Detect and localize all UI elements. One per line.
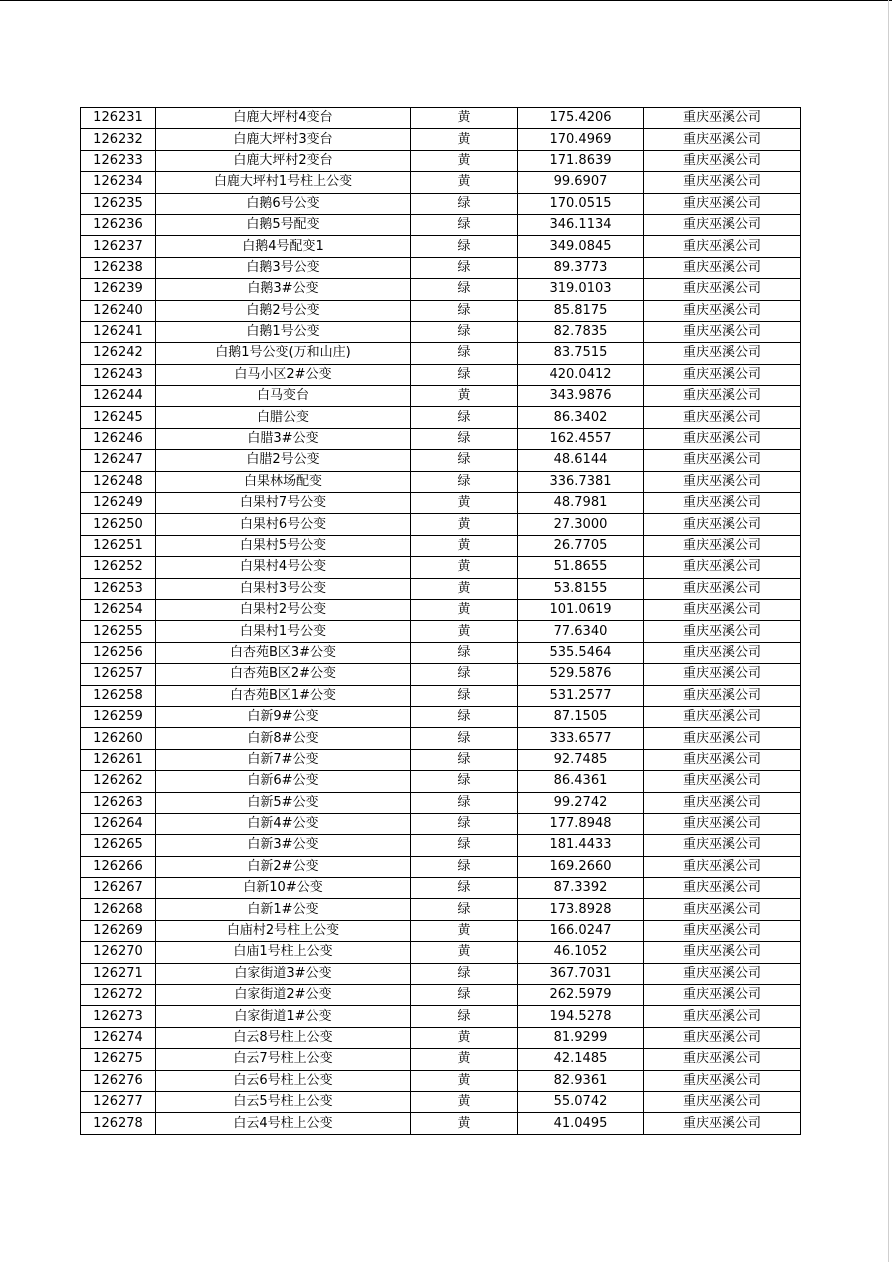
cell-id: 126245 (81, 407, 156, 428)
cell-value: 83.7515 (518, 343, 644, 364)
cell-id: 126269 (81, 920, 156, 941)
cell-color: 黄 (411, 1027, 518, 1048)
cell-company: 重庆巫溪公司 (644, 386, 801, 407)
cell-company: 重庆巫溪公司 (644, 450, 801, 471)
table-row (81, 1091, 801, 1112)
cell-name: 白果林场配变 (156, 471, 411, 492)
cell-company: 重庆巫溪公司 (644, 920, 801, 941)
cell-color: 黄 (411, 1049, 518, 1070)
cell-id: 126272 (81, 985, 156, 1006)
cell-name: 白家街道3#公变 (156, 963, 411, 984)
cell-value: 333.6577 (518, 728, 644, 749)
cell-id: 126253 (81, 578, 156, 599)
cell-name: 白庙1号柱上公变 (156, 942, 411, 963)
table-row (81, 899, 801, 920)
cell-company: 重庆巫溪公司 (644, 749, 801, 770)
table-row (81, 300, 801, 321)
cell-id: 126256 (81, 642, 156, 663)
cell-company: 重庆巫溪公司 (644, 835, 801, 856)
cell-company: 重庆巫溪公司 (644, 214, 801, 235)
cell-company: 重庆巫溪公司 (644, 1006, 801, 1027)
cell-name: 白鹅1号公变 (156, 321, 411, 342)
cell-name: 白果村4号公变 (156, 557, 411, 578)
cell-company: 重庆巫溪公司 (644, 685, 801, 706)
cell-id: 126260 (81, 728, 156, 749)
table-row (81, 493, 801, 514)
cell-value: 99.6907 (518, 172, 644, 193)
cell-id: 126274 (81, 1027, 156, 1048)
table-row (81, 685, 801, 706)
table-row (81, 172, 801, 193)
cell-value: 101.0619 (518, 599, 644, 620)
cell-company: 重庆巫溪公司 (644, 664, 801, 685)
cell-color: 黄 (411, 172, 518, 193)
cell-color: 绿 (411, 728, 518, 749)
cell-company: 重庆巫溪公司 (644, 172, 801, 193)
cell-id: 126247 (81, 450, 156, 471)
cell-id: 126263 (81, 792, 156, 813)
cell-value: 92.7485 (518, 749, 644, 770)
cell-color: 绿 (411, 749, 518, 770)
table-row (81, 835, 801, 856)
cell-id: 126244 (81, 386, 156, 407)
cell-name: 白马小区2#公变 (156, 364, 411, 385)
cell-color: 绿 (411, 685, 518, 706)
cell-company: 重庆巫溪公司 (644, 428, 801, 449)
cell-id: 126273 (81, 1006, 156, 1027)
page-top-border (0, 0, 892, 1)
cell-color: 绿 (411, 450, 518, 471)
cell-id: 126248 (81, 471, 156, 492)
cell-id: 126276 (81, 1070, 156, 1091)
cell-color: 绿 (411, 771, 518, 792)
cell-company: 重庆巫溪公司 (644, 236, 801, 257)
cell-value: 170.0515 (518, 193, 644, 214)
cell-id: 126231 (81, 108, 156, 129)
cell-color: 绿 (411, 963, 518, 984)
cell-company: 重庆巫溪公司 (644, 557, 801, 578)
cell-company: 重庆巫溪公司 (644, 364, 801, 385)
table-row (81, 514, 801, 535)
cell-color: 黄 (411, 108, 518, 129)
cell-value: 99.2742 (518, 792, 644, 813)
cell-name: 白鹿大坪村4变台 (156, 108, 411, 129)
cell-color: 绿 (411, 792, 518, 813)
cell-name: 白马变台 (156, 386, 411, 407)
cell-value: 262.5979 (518, 985, 644, 1006)
cell-company: 重庆巫溪公司 (644, 471, 801, 492)
cell-value: 319.0103 (518, 279, 644, 300)
cell-name: 白腊公变 (156, 407, 411, 428)
cell-id: 126254 (81, 599, 156, 620)
cell-id: 126237 (81, 236, 156, 257)
cell-name: 白果村6号公变 (156, 514, 411, 535)
cell-value: 194.5278 (518, 1006, 644, 1027)
table-row (81, 664, 801, 685)
cell-company: 重庆巫溪公司 (644, 706, 801, 727)
cell-name: 白家街道2#公变 (156, 985, 411, 1006)
cell-id: 126267 (81, 878, 156, 899)
table-row (81, 1049, 801, 1070)
page-right-edge (888, 0, 889, 1262)
cell-name: 白杏苑B区2#公变 (156, 664, 411, 685)
cell-name: 白新7#公变 (156, 749, 411, 770)
cell-company: 重庆巫溪公司 (644, 300, 801, 321)
cell-value: 48.6144 (518, 450, 644, 471)
table-row (81, 236, 801, 257)
cell-value: 346.1134 (518, 214, 644, 235)
table-row (81, 321, 801, 342)
cell-company: 重庆巫溪公司 (644, 257, 801, 278)
cell-id: 126238 (81, 257, 156, 278)
cell-company: 重庆巫溪公司 (644, 279, 801, 300)
cell-name: 白新2#公变 (156, 856, 411, 877)
cell-color: 黄 (411, 535, 518, 556)
table-row (81, 386, 801, 407)
cell-company: 重庆巫溪公司 (644, 1027, 801, 1048)
table-row (81, 364, 801, 385)
cell-color: 绿 (411, 300, 518, 321)
cell-name: 白鹿大坪村2变台 (156, 150, 411, 171)
table-row (81, 942, 801, 963)
cell-value: 55.0742 (518, 1091, 644, 1112)
table-row (81, 343, 801, 364)
table-row (81, 642, 801, 663)
cell-id: 126259 (81, 706, 156, 727)
cell-color: 黄 (411, 621, 518, 642)
cell-value: 81.9299 (518, 1027, 644, 1048)
table-row (81, 749, 801, 770)
cell-id: 126266 (81, 856, 156, 877)
cell-color: 黄 (411, 578, 518, 599)
cell-company: 重庆巫溪公司 (644, 899, 801, 920)
cell-name: 白云8号柱上公变 (156, 1027, 411, 1048)
cell-name: 白新6#公变 (156, 771, 411, 792)
cell-company: 重庆巫溪公司 (644, 621, 801, 642)
table-row (81, 1027, 801, 1048)
cell-color: 绿 (411, 428, 518, 449)
table-row (81, 1006, 801, 1027)
cell-company: 重庆巫溪公司 (644, 1113, 801, 1134)
cell-id: 126255 (81, 621, 156, 642)
table-row (81, 621, 801, 642)
cell-name: 白果村2号公变 (156, 599, 411, 620)
cell-id: 126258 (81, 685, 156, 706)
cell-id: 126246 (81, 428, 156, 449)
table-row (81, 728, 801, 749)
cell-color: 绿 (411, 985, 518, 1006)
table-row (81, 450, 801, 471)
cell-name: 白鹅3#公变 (156, 279, 411, 300)
cell-company: 重庆巫溪公司 (644, 193, 801, 214)
table-row (81, 878, 801, 899)
cell-value: 86.3402 (518, 407, 644, 428)
cell-color: 绿 (411, 364, 518, 385)
cell-value: 77.6340 (518, 621, 644, 642)
cell-color: 绿 (411, 279, 518, 300)
cell-id: 126242 (81, 343, 156, 364)
table-row (81, 129, 801, 150)
cell-id: 126257 (81, 664, 156, 685)
cell-name: 白腊2号公变 (156, 450, 411, 471)
cell-value: 535.5464 (518, 642, 644, 663)
cell-name: 白鹅2号公变 (156, 300, 411, 321)
cell-id: 126265 (81, 835, 156, 856)
cell-value: 170.4969 (518, 129, 644, 150)
table-row (81, 428, 801, 449)
cell-name: 白云5号柱上公变 (156, 1091, 411, 1112)
cell-name: 白新8#公变 (156, 728, 411, 749)
cell-id: 126232 (81, 129, 156, 150)
cell-value: 42.1485 (518, 1049, 644, 1070)
cell-value: 87.3392 (518, 878, 644, 899)
cell-company: 重庆巫溪公司 (644, 1070, 801, 1091)
cell-name: 白鹅5号配变 (156, 214, 411, 235)
cell-name: 白果村7号公变 (156, 493, 411, 514)
cell-name: 白鹅4号配变1 (156, 236, 411, 257)
cell-name: 白新10#公变 (156, 878, 411, 899)
cell-company: 重庆巫溪公司 (644, 1049, 801, 1070)
cell-company: 重庆巫溪公司 (644, 578, 801, 599)
cell-company: 重庆巫溪公司 (644, 493, 801, 514)
cell-name: 白鹅6号公变 (156, 193, 411, 214)
cell-company: 重庆巫溪公司 (644, 813, 801, 834)
cell-name: 白鹿大坪村1号柱上公变 (156, 172, 411, 193)
cell-name: 白云4号柱上公变 (156, 1113, 411, 1134)
cell-company: 重庆巫溪公司 (644, 1091, 801, 1112)
cell-value: 41.0495 (518, 1113, 644, 1134)
cell-id: 126243 (81, 364, 156, 385)
cell-color: 绿 (411, 706, 518, 727)
cell-id: 126250 (81, 514, 156, 535)
cell-name: 白鹅3号公变 (156, 257, 411, 278)
cell-color: 绿 (411, 835, 518, 856)
table-row (81, 985, 801, 1006)
cell-color: 绿 (411, 642, 518, 663)
cell-value: 82.9361 (518, 1070, 644, 1091)
cell-value: 82.7835 (518, 321, 644, 342)
cell-value: 51.8655 (518, 557, 644, 578)
cell-id: 126271 (81, 963, 156, 984)
cell-id: 126251 (81, 535, 156, 556)
cell-name: 白果村5号公变 (156, 535, 411, 556)
cell-value: 27.3000 (518, 514, 644, 535)
cell-id: 126249 (81, 493, 156, 514)
cell-color: 绿 (411, 664, 518, 685)
table-row (81, 471, 801, 492)
table-row (81, 813, 801, 834)
cell-color: 绿 (411, 193, 518, 214)
cell-company: 重庆巫溪公司 (644, 985, 801, 1006)
cell-value: 181.4433 (518, 835, 644, 856)
cell-value: 166.0247 (518, 920, 644, 941)
cell-color: 黄 (411, 1091, 518, 1112)
cell-company: 重庆巫溪公司 (644, 321, 801, 342)
cell-name: 白庙村2号柱上公变 (156, 920, 411, 941)
cell-company: 重庆巫溪公司 (644, 728, 801, 749)
cell-value: 86.4361 (518, 771, 644, 792)
cell-id: 126235 (81, 193, 156, 214)
cell-id: 126264 (81, 813, 156, 834)
cell-value: 89.3773 (518, 257, 644, 278)
table-row (81, 279, 801, 300)
table-row (81, 257, 801, 278)
cell-color: 黄 (411, 150, 518, 171)
cell-color: 黄 (411, 514, 518, 535)
cell-value: 173.8928 (518, 899, 644, 920)
cell-id: 126240 (81, 300, 156, 321)
cell-company: 重庆巫溪公司 (644, 771, 801, 792)
cell-color: 绿 (411, 407, 518, 428)
cell-color: 绿 (411, 214, 518, 235)
cell-color: 黄 (411, 557, 518, 578)
table-row (81, 108, 801, 129)
cell-company: 重庆巫溪公司 (644, 878, 801, 899)
cell-name: 白家街道1#公变 (156, 1006, 411, 1027)
cell-company: 重庆巫溪公司 (644, 407, 801, 428)
table-row (81, 920, 801, 941)
cell-name: 白杏苑B区1#公变 (156, 685, 411, 706)
cell-company: 重庆巫溪公司 (644, 129, 801, 150)
table-row (81, 706, 801, 727)
cell-color: 黄 (411, 942, 518, 963)
cell-value: 175.4206 (518, 108, 644, 129)
cell-id: 126268 (81, 899, 156, 920)
cell-id: 126233 (81, 150, 156, 171)
cell-value: 367.7031 (518, 963, 644, 984)
cell-color: 黄 (411, 599, 518, 620)
cell-value: 26.7705 (518, 535, 644, 556)
table-row (81, 407, 801, 428)
cell-id: 126277 (81, 1091, 156, 1112)
cell-name: 白云6号柱上公变 (156, 1070, 411, 1091)
table-row (81, 535, 801, 556)
cell-id: 126252 (81, 557, 156, 578)
cell-value: 531.2577 (518, 685, 644, 706)
cell-value: 171.8639 (518, 150, 644, 171)
cell-company: 重庆巫溪公司 (644, 642, 801, 663)
cell-name: 白鹅1号公变(万和山庄) (156, 343, 411, 364)
cell-color: 绿 (411, 1006, 518, 1027)
cell-name: 白新4#公变 (156, 813, 411, 834)
table-row (81, 1070, 801, 1091)
table-row (81, 193, 801, 214)
cell-color: 绿 (411, 471, 518, 492)
cell-color: 绿 (411, 343, 518, 364)
cell-id: 126262 (81, 771, 156, 792)
table-row (81, 578, 801, 599)
table-row (81, 599, 801, 620)
cell-value: 336.7381 (518, 471, 644, 492)
table-row (81, 771, 801, 792)
cell-name: 白腊3#公变 (156, 428, 411, 449)
cell-company: 重庆巫溪公司 (644, 599, 801, 620)
cell-color: 绿 (411, 899, 518, 920)
cell-color: 黄 (411, 920, 518, 941)
table-row (81, 150, 801, 171)
cell-id: 126236 (81, 214, 156, 235)
cell-color: 绿 (411, 321, 518, 342)
cell-id: 126278 (81, 1113, 156, 1134)
cell-value: 177.8948 (518, 813, 644, 834)
cell-value: 46.1052 (518, 942, 644, 963)
transformer-table (80, 107, 801, 1135)
cell-name: 白新9#公变 (156, 706, 411, 727)
cell-name: 白新3#公变 (156, 835, 411, 856)
cell-value: 420.0412 (518, 364, 644, 385)
cell-id: 126275 (81, 1049, 156, 1070)
cell-company: 重庆巫溪公司 (644, 963, 801, 984)
cell-color: 绿 (411, 813, 518, 834)
cell-name: 白鹿大坪村3变台 (156, 129, 411, 150)
cell-value: 343.9876 (518, 386, 644, 407)
cell-company: 重庆巫溪公司 (644, 856, 801, 877)
table-row (81, 856, 801, 877)
cell-company: 重庆巫溪公司 (644, 792, 801, 813)
cell-id: 126241 (81, 321, 156, 342)
cell-company: 重庆巫溪公司 (644, 343, 801, 364)
cell-id: 126234 (81, 172, 156, 193)
cell-color: 黄 (411, 1113, 518, 1134)
cell-color: 黄 (411, 1070, 518, 1091)
cell-name: 白云7号柱上公变 (156, 1049, 411, 1070)
table-row (81, 963, 801, 984)
cell-value: 48.7981 (518, 493, 644, 514)
cell-company: 重庆巫溪公司 (644, 514, 801, 535)
cell-color: 绿 (411, 236, 518, 257)
table-row (81, 1113, 801, 1134)
cell-color: 绿 (411, 856, 518, 877)
cell-color: 黄 (411, 493, 518, 514)
cell-company: 重庆巫溪公司 (644, 150, 801, 171)
cell-company: 重庆巫溪公司 (644, 108, 801, 129)
cell-name: 白果村3号公变 (156, 578, 411, 599)
cell-value: 349.0845 (518, 236, 644, 257)
cell-id: 126261 (81, 749, 156, 770)
cell-value: 162.4557 (518, 428, 644, 449)
cell-value: 85.8175 (518, 300, 644, 321)
cell-name: 白杏苑B区3#公变 (156, 642, 411, 663)
cell-color: 黄 (411, 386, 518, 407)
table-row (81, 557, 801, 578)
table-row (81, 214, 801, 235)
cell-name: 白果村1号公变 (156, 621, 411, 642)
cell-value: 53.8155 (518, 578, 644, 599)
cell-color: 绿 (411, 257, 518, 278)
cell-name: 白新5#公变 (156, 792, 411, 813)
cell-color: 黄 (411, 129, 518, 150)
cell-value: 87.1505 (518, 706, 644, 727)
cell-company: 重庆巫溪公司 (644, 535, 801, 556)
cell-value: 169.2660 (518, 856, 644, 877)
table-body (81, 108, 801, 1135)
cell-value: 529.5876 (518, 664, 644, 685)
cell-color: 绿 (411, 878, 518, 899)
table-row (81, 792, 801, 813)
cell-id: 126239 (81, 279, 156, 300)
cell-id: 126270 (81, 942, 156, 963)
cell-company: 重庆巫溪公司 (644, 942, 801, 963)
cell-name: 白新1#公变 (156, 899, 411, 920)
